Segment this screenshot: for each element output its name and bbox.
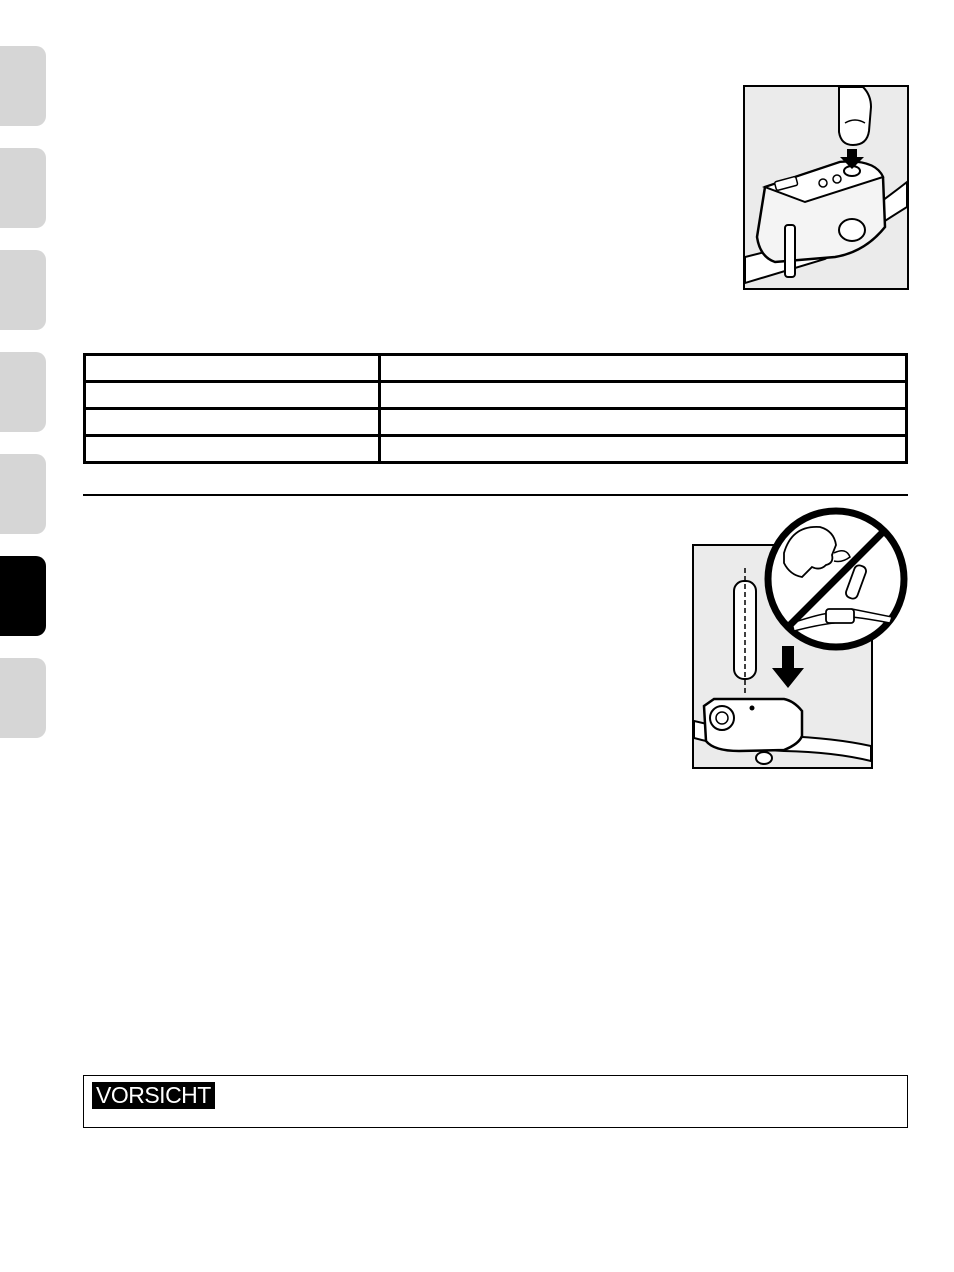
figure-button-press [743,85,909,290]
finger-pressing-collar-button-icon [745,87,907,288]
table-cell [380,436,907,463]
table-cell [85,355,380,382]
section-divider [83,494,908,496]
side-tab-4[interactable] [0,352,46,432]
table-cell [380,382,907,409]
table-cell [380,355,907,382]
caution-box [83,1075,908,1128]
table-cell [85,382,380,409]
side-tab-2[interactable] [0,148,46,228]
spec-table [83,353,908,464]
side-tab-5[interactable] [0,454,46,534]
side-tab-1[interactable] [0,46,46,126]
table-cell [85,436,380,463]
side-tab-6-active[interactable] [0,556,46,636]
side-tab-7[interactable] [0,658,46,738]
caution-label: VORSICHT [92,1082,215,1109]
table-cell [380,409,907,436]
side-tab-3[interactable] [0,250,46,330]
table-cell [85,409,380,436]
prohibited-sign-icon [762,505,910,653]
table-row [85,355,907,382]
table-row [85,409,907,436]
table-row [85,436,907,463]
table-row [85,382,907,409]
